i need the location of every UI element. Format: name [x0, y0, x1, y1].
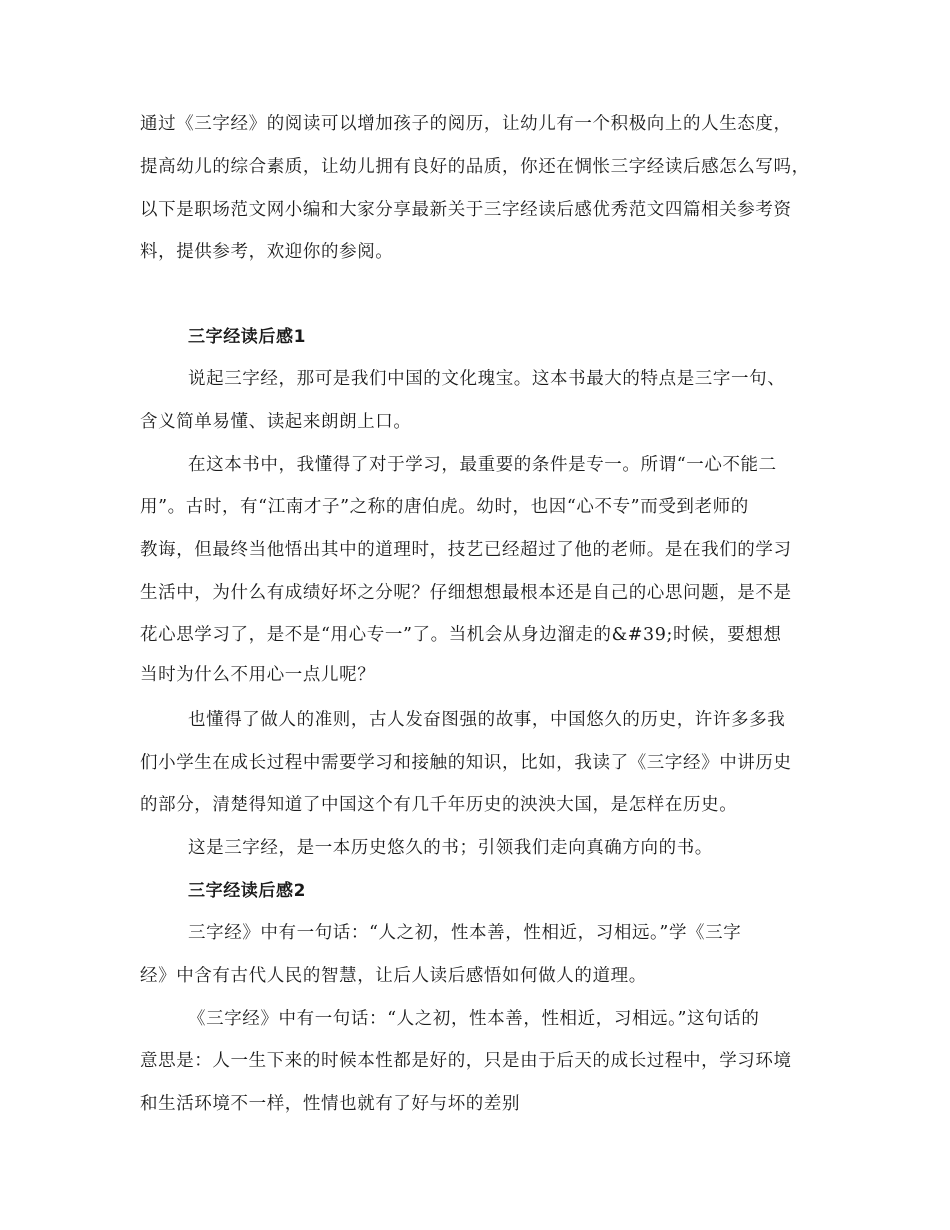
section1-p2-line: 花心思学习了，是不是“用心专一”了。当机会从身边溜走的&#39;时候，要想想 [140, 625, 782, 645]
intro-line: 通过《三字经》的阅读可以增加孩子的阅历，让幼儿有一个积极向上的人生态度， [140, 114, 792, 134]
section1-p1-line: 说起三字经，那可是我们中国的文化瑰宝。这本书最大的特点是三字一句、 [188, 369, 786, 389]
section2-p1-line: 三字经》中有一句话：“人之初，性本善，性相近，习相远。”学《三字 [188, 923, 742, 943]
intro-line: 提高幼儿的综合素质，让幼儿拥有良好的品质，你还在惆怅三字经读后感怎么写吗， [140, 157, 810, 177]
section1-p3-line: 也懂得了做人的准则，古人发奋图强的故事，中国悠久的历史，许许多多我 [188, 710, 786, 730]
section1-p2-line: 当时为什么不用心一点儿呢？ [140, 665, 376, 685]
intro-line: 料，提供参考，欢迎你的参阅。 [140, 242, 394, 262]
section1-p3-line: 的部分，清楚得知道了中国这个有几千年历史的泱泱大国，是怎样在历史。 [140, 795, 738, 815]
section2-p2-line: 《三字经》中有一句话：“人之初，性本善，性相近，习相远。”这句话的 [188, 1009, 760, 1029]
section1-heading: 三字经读后感1 [188, 327, 307, 347]
section1-p1-line: 含义简单易懂、读起来朗朗上口。 [140, 412, 412, 432]
section1-p4-line: 这是三字经，是一本历史悠久的书；引领我们走向真确方向的书。 [188, 838, 713, 858]
section2-p2-line: 意思是：人一生下来的时候本性都是好的，只是由于后天的成长过程中，学习环境 [140, 1051, 792, 1071]
section1-p2-line: 用”。古时，有“江南才子”之称的唐伯虎。幼时，也因“心不专”而受到老师的 [140, 497, 749, 517]
section2-p2-line: 和生活环境不一样，性情也就有了好与坏的差别 [140, 1094, 521, 1114]
section2-p1-line: 经》中含有古代人民的智慧，让后人读后感悟如何做人的道理。 [140, 966, 647, 986]
section1-p2-line: 生活中，为什么有成绩好坏之分呢？仔细想想最根本还是自己的心思问题，是不是 [140, 583, 792, 603]
intro-line: 以下是职场范文网小编和大家分享最新关于三字经读后感优秀范文四篇相关参考资 [140, 200, 792, 220]
section2-heading: 三字经读后感2 [188, 881, 307, 901]
section1-p2-line: 在这本书中，我懂得了对于学习，最重要的条件是专一。所谓“一心不能二 [188, 455, 777, 475]
section1-p3-line: 们小学生在成长过程中需要学习和接触的知识，比如，我读了《三字经》中讲历史 [140, 753, 792, 773]
section1-p2-line: 教诲，但最终当他悟出其中的道理时，技艺已经超过了他的老师。是在我们的学习 [140, 540, 792, 560]
